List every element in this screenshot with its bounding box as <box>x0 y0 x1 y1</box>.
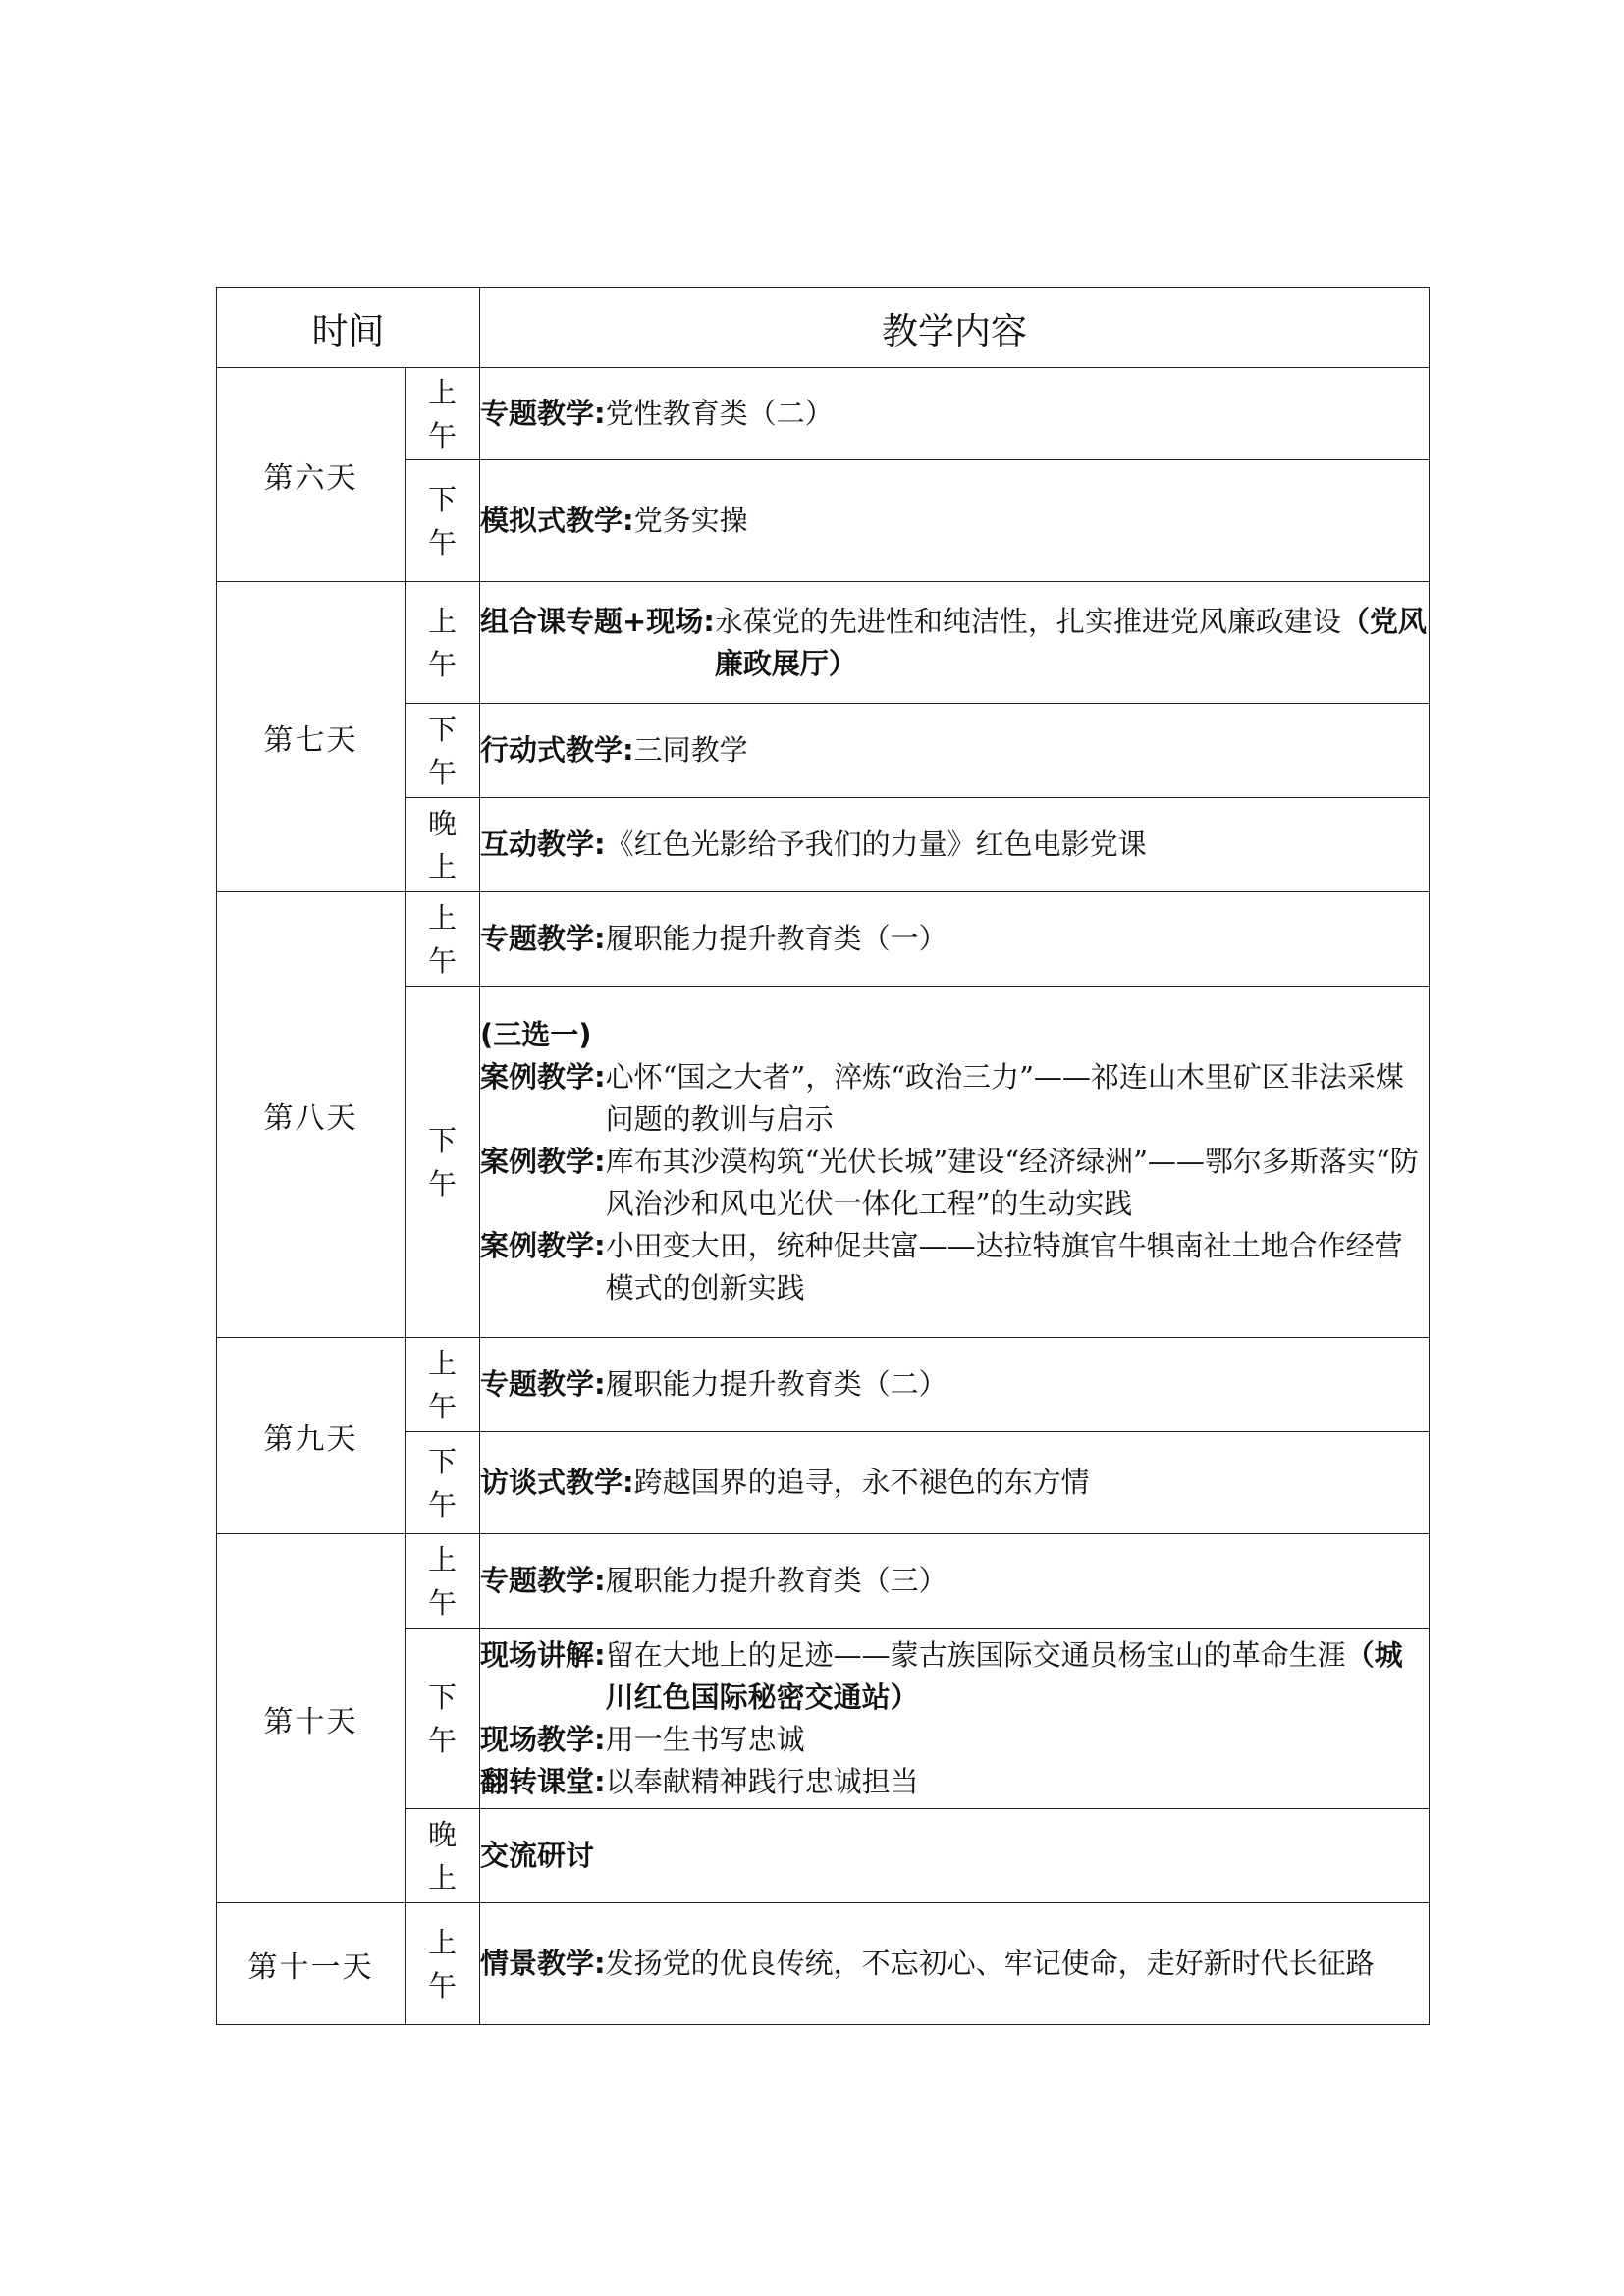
session-topic: 履职能力提升教育类（一） <box>605 922 947 955</box>
table-row <box>217 892 1430 987</box>
period-morning: 上 午 <box>406 1338 480 1432</box>
session-topic: 党务实操 <box>633 504 748 537</box>
header-content: 教学内容 <box>480 288 1430 368</box>
period-evening: 晚 上 <box>406 798 480 892</box>
case-item <box>480 1141 1429 1225</box>
session-content <box>480 1809 1430 1903</box>
teaching-type: 模拟式教学: <box>480 504 634 537</box>
teaching-type: 案例教学: <box>480 1060 606 1094</box>
period-afternoon: 下 午 <box>406 1432 480 1534</box>
teaching-type: 访谈式教学: <box>480 1466 634 1499</box>
table-row <box>217 582 1430 704</box>
session-content <box>480 1903 1430 2025</box>
period-morning: 上 午 <box>406 1534 480 1629</box>
case-item <box>480 1225 1429 1309</box>
session-topic: 用一生书写忠诚 <box>605 1722 805 1756</box>
teaching-type: 专题教学: <box>480 1564 606 1597</box>
session-topic: 履职能力提升教育类（二） <box>605 1367 947 1401</box>
session-topic: 履职能力提升教育类（三） <box>605 1564 947 1597</box>
day-label: 第六天 <box>217 368 406 582</box>
period-morning: 上 午 <box>406 1903 480 2025</box>
day-label: 第十天 <box>217 1534 406 1903</box>
period-morning: 上 午 <box>406 582 480 704</box>
teaching-type: 案例教学: <box>480 1145 606 1178</box>
day-label: 第九天 <box>217 1338 406 1534</box>
session-content <box>480 987 1430 1338</box>
session-topic: 以奉献精神践行忠诚担当 <box>605 1764 919 1798</box>
session-location: （城川红色国际秘密交通站） <box>605 1637 1403 1714</box>
choice-note: (三选一) <box>480 1018 592 1051</box>
header-time: 时间 <box>217 288 480 368</box>
period-afternoon: 下 午 <box>406 1629 480 1809</box>
session-item <box>480 1761 1429 1803</box>
table-row <box>217 1534 1430 1629</box>
teaching-type: 翻转课堂: <box>480 1764 606 1798</box>
period-afternoon: 下 午 <box>406 987 480 1338</box>
session-content <box>480 798 1430 892</box>
table-row <box>217 368 1430 460</box>
session-content <box>480 1629 1430 1809</box>
teaching-type: 专题教学: <box>480 1367 606 1401</box>
period-afternoon: 下 午 <box>406 460 480 582</box>
session-topic: 心怀“国之大者”，淬炼“政治三力”——祁连山木里矿区非法采煤问题的教训与启示 <box>605 1060 1404 1136</box>
teaching-type: 情景教学: <box>480 1947 606 1980</box>
session-content <box>480 1534 1430 1629</box>
session-topic: 发扬党的优良传统，不忘初心、牢记使命，走好新时代长征路 <box>605 1947 1375 1980</box>
session-content <box>480 460 1430 582</box>
session-item <box>480 1634 1429 1719</box>
period-morning: 上 午 <box>406 368 480 460</box>
session-topic: 党性教育类（二） <box>605 397 834 430</box>
session-topic: 三同教学 <box>633 733 748 767</box>
schedule-table <box>216 287 1430 2025</box>
teaching-type: 行动式教学: <box>480 733 634 767</box>
teaching-type: 交流研讨 <box>480 1839 595 1872</box>
period-afternoon: 下 午 <box>406 704 480 798</box>
session-content <box>480 1338 1430 1432</box>
session-topic: 留在大地上的足迹——蒙古族国际交通员杨宝山的革命生涯 <box>605 1637 1346 1672</box>
day-label: 第十一天 <box>217 1903 406 2025</box>
session-topic: 跨越国界的追寻，永不褪色的东方情 <box>633 1466 1090 1499</box>
session-location: （党风廉政展厅） <box>714 604 1427 680</box>
header-row <box>217 288 1430 368</box>
teaching-type: 专题教学: <box>480 397 606 430</box>
teaching-type: 现场教学: <box>480 1722 606 1756</box>
teaching-type: 组合课专题+现场: <box>480 604 715 638</box>
teaching-type: 互动教学: <box>480 828 606 861</box>
session-topic: 永葆党的先进性和纯洁性，扎实推进党风廉政建设 <box>714 604 1341 638</box>
day-label: 第八天 <box>217 892 406 1338</box>
session-content <box>480 892 1430 987</box>
teaching-type: 专题教学: <box>480 922 606 955</box>
session-item <box>480 1719 1429 1761</box>
table-row <box>217 1903 1430 2025</box>
table-row <box>217 1338 1430 1432</box>
period-evening: 晚 上 <box>406 1809 480 1903</box>
period-morning: 上 午 <box>406 892 480 987</box>
session-topic: 《红色光影给予我们的力量》红色电影党课 <box>605 828 1147 861</box>
session-topic: 小田变大田，统种促共富——达拉特旗官牛犋南社土地合作经营模式的创新实践 <box>605 1229 1403 1305</box>
teaching-type: 现场讲解: <box>480 1637 606 1672</box>
day-label: 第七天 <box>217 582 406 892</box>
teaching-type: 案例教学: <box>480 1229 606 1262</box>
session-content <box>480 368 1430 460</box>
session-topic: 库布其沙漠构筑“光伏长城”建设“经济绿洲”——鄂尔多斯落实“防风治沙和风电光伏一体化工程”的生动实践 <box>605 1145 1419 1220</box>
case-item <box>480 1056 1429 1141</box>
session-content <box>480 1432 1430 1534</box>
session-content <box>480 582 1430 704</box>
session-content <box>480 704 1430 798</box>
